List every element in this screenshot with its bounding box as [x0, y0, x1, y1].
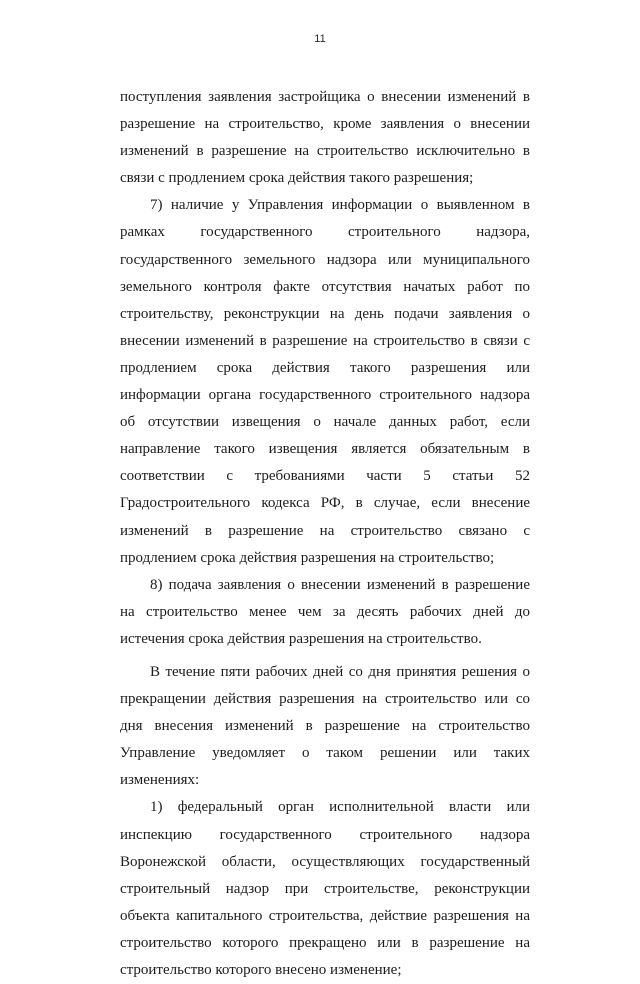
page-number: 11 [314, 33, 326, 45]
document-body [120, 84, 530, 984]
paragraph-item-7: 7) наличие у Управления информации о выявленном в рамках государственного строительного надзора, государственного земельного надзора или муниципального земельного контроля факте отсутствия начатых работ по строительству, реконструкции на день подачи заявления о внесении изменений в разрешение на строительство в связи с продлением срока действия такого разрешения или информации органа государственного строительного надзора об отсутствии извещения о начале данных работ, если направление такого извещения является обязательным в соответствии с требованиями части 5 статьи 52 Градостроительного кодекса РФ, в случае, если внесение изменений в разрешение на строительство связано с продлением срока действия разрешения на строительство; [120, 197, 530, 566]
paragraph-item-1: 1) федеральный орган исполнительной власти или инспекцию государственного строительного надзора Воронежской области, осуществляющих государственный строительный надзор при строительстве, реконструкции объекта капитального строительства, действие разрешения на строительство которого прекращено или в разрешение на строительство которого внесено изменение; [120, 799, 530, 978]
paragraph-item-8: 8) подача заявления о внесении изменений в разрешение на строительство менее чем за десять рабочих дней до истечения срока действия разрешения на строительство. [120, 576, 530, 647]
paragraph-notification: В течение пяти рабочих дней со дня принятия решения о прекращении действия разрешения на строительство или со дня внесения изменений в разрешение на строительство Управление уведомляет о таком решении или таких изменениях: [120, 663, 530, 789]
paragraph-continuation: поступления заявления застройщика о внесении изменений в разрешение на строительство, кроме заявления о внесении изменений в разрешение на строительство исключительно в связи с продлением срока действия такого разрешения; [120, 89, 530, 187]
